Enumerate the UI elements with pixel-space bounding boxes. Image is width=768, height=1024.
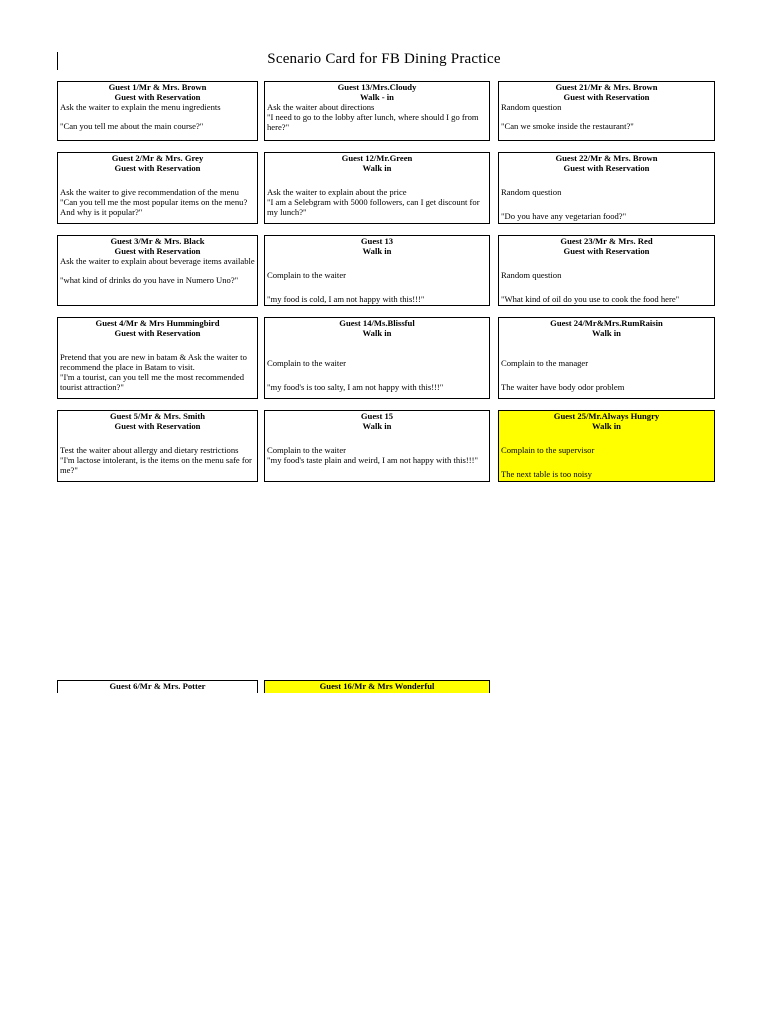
scenario-task: Ask the waiter to explain the menu ingredients <box>60 102 221 112</box>
scenario-quote: "my food's is too salty, I am not happy with this!!!" <box>267 382 444 392</box>
scenario-task: Complain to the waiter <box>267 445 346 455</box>
scenario-quote: "I'm lactose intolerant, is the items on the menu safe for me?" <box>60 455 252 475</box>
scenario-quote: "my food is cold, I am not happy with this!!!" <box>267 294 425 304</box>
scenario-quote: "Do you have any vegetarian food?" <box>501 211 627 221</box>
guest-name: Guest 16/Mr & Mrs Wonderful <box>319 681 435 691</box>
guest-name: Guest 3/Mr & Mrs. Black <box>110 236 205 246</box>
guest-name: Guest 5/Mr & Mrs. Smith <box>109 411 206 421</box>
scenario-card-guest-1 <box>57 81 258 141</box>
scenario-task: Ask the waiter to give recommendation of the menu <box>60 187 239 197</box>
guest-type: Guest with Reservation <box>114 421 201 431</box>
scenario-card-guest-13-cloudy <box>264 81 490 141</box>
guest-type: Guest with Reservation <box>114 163 201 173</box>
scenario-card-guest-21 <box>498 81 715 141</box>
guest-type: Guest with Reservation <box>114 328 201 338</box>
document-title: Scenario Card for FB Dining Practice <box>267 51 501 67</box>
guest-type: Walk in <box>592 328 621 338</box>
scenario-quote: The next table is too noisy <box>501 469 592 479</box>
scenario-quote: "Can you tell me about the main course?" <box>60 121 204 131</box>
guest-name: Guest 2/Mr & Mrs. Grey <box>111 153 204 163</box>
scenario-card-guest-6 <box>57 680 258 693</box>
scenario-task: Random question <box>501 270 562 280</box>
scenario-quote: "my food's taste plain and weird, I am not happy with this!!!" <box>267 455 478 465</box>
scenario-card-guest-2 <box>57 152 258 224</box>
guest-name: Guest 24/Mr&Mrs.RumRaisin <box>550 318 663 328</box>
scenario-task: Ask the waiter about directions <box>267 102 375 112</box>
guest-type: Guest with Reservation <box>114 246 201 256</box>
scenario-card-guest-15 <box>264 410 490 482</box>
guest-type: Guest with Reservation <box>114 92 201 102</box>
scenario-task: Random question <box>501 102 562 112</box>
scenario-task: Complain to the waiter <box>267 358 346 368</box>
guest-type: Walk in <box>362 246 392 256</box>
scenario-card-guest-4 <box>57 317 258 399</box>
scenario-card-guest-25 <box>498 410 715 482</box>
guest-type: Walk in <box>362 328 392 338</box>
guest-name: Guest 14/Ms.Blissful <box>339 318 415 328</box>
scenario-quote: The waiter have body odor problem <box>501 382 625 392</box>
guest-name: Guest 1/Mr & Mrs. Brown <box>108 82 207 92</box>
guest-name: Guest 22/Mr & Mrs. Brown <box>555 153 658 163</box>
guest-type: Walk in <box>362 163 392 173</box>
scenario-card-guest-3 <box>57 235 258 306</box>
guest-name: Guest 25/Mr.Always Hungry <box>553 411 660 421</box>
guest-name: Guest 4/Mr & Mrs Hummingbird <box>95 318 220 328</box>
scenario-card-guest-14 <box>264 317 490 399</box>
guest-name: Guest 13 <box>360 236 394 246</box>
scenario-task: Test the waiter about allergy and dietary restrictions <box>60 445 239 455</box>
scenario-quote: "What kind of oil do you use to cook the food here" <box>501 294 680 304</box>
guest-name: Guest 15 <box>360 411 394 421</box>
scenario-card-guest-16 <box>264 680 490 693</box>
scenario-task: Ask the waiter to explain about the price <box>267 187 407 197</box>
guest-type: Walk - in <box>360 92 394 102</box>
guest-name: Guest 23/Mr & Mrs. Red <box>560 236 653 246</box>
scenario-quote: "Can we smoke inside the restaurant?" <box>501 121 634 131</box>
guest-name: Guest 13/Mrs.Cloudy <box>337 82 417 92</box>
scenario-card-guest-5 <box>57 410 258 482</box>
scenario-task: Ask the waiter to explain about beverage items available <box>60 256 255 266</box>
scenario-task: Random question <box>501 187 562 197</box>
guest-type: Walk in <box>362 421 392 431</box>
scenario-quote: "I'm a tourist, can you tell me the most recommended tourist attraction?" <box>60 372 245 392</box>
scenario-task: Pretend that you are new in batam & Ask the waiter to recommend the place in Batam to visit. <box>60 352 247 372</box>
scenario-quote: "what kind of drinks do you have in Numero Uno?" <box>60 275 239 285</box>
scenario-quote: "I am a Selebgram with 5000 followers, can I get discount for my lunch?" <box>267 197 480 217</box>
guest-type: Walk in <box>592 421 621 431</box>
guest-name: Guest 6/Mr & Mrs. Potter <box>109 681 206 691</box>
guest-type: Guest with Reservation <box>563 246 650 256</box>
scenario-task: Complain to the waiter <box>267 270 346 280</box>
guest-name: Guest 12/Mr.Green <box>341 153 413 163</box>
scenario-card-guest-13 <box>264 235 490 306</box>
guest-type: Guest with Reservation <box>563 163 650 173</box>
guest-type: Guest with Reservation <box>563 92 650 102</box>
scenario-task: Complain to the supervisor <box>501 445 595 455</box>
scenario-quote: "Can you tell me the most popular items on the menu? And why is it popular?" <box>60 197 248 217</box>
scenario-card-guest-12 <box>264 152 490 224</box>
scenario-card-guest-23 <box>498 235 715 306</box>
scenario-quote: "I need to go to the lobby after lunch, where should I go from here?" <box>267 112 479 132</box>
scenario-card-guest-22 <box>498 152 715 224</box>
scenario-card-guest-24 <box>498 317 715 399</box>
guest-name: Guest 21/Mr & Mrs. Brown <box>555 82 658 92</box>
scenario-task: Complain to the manager <box>501 358 589 368</box>
